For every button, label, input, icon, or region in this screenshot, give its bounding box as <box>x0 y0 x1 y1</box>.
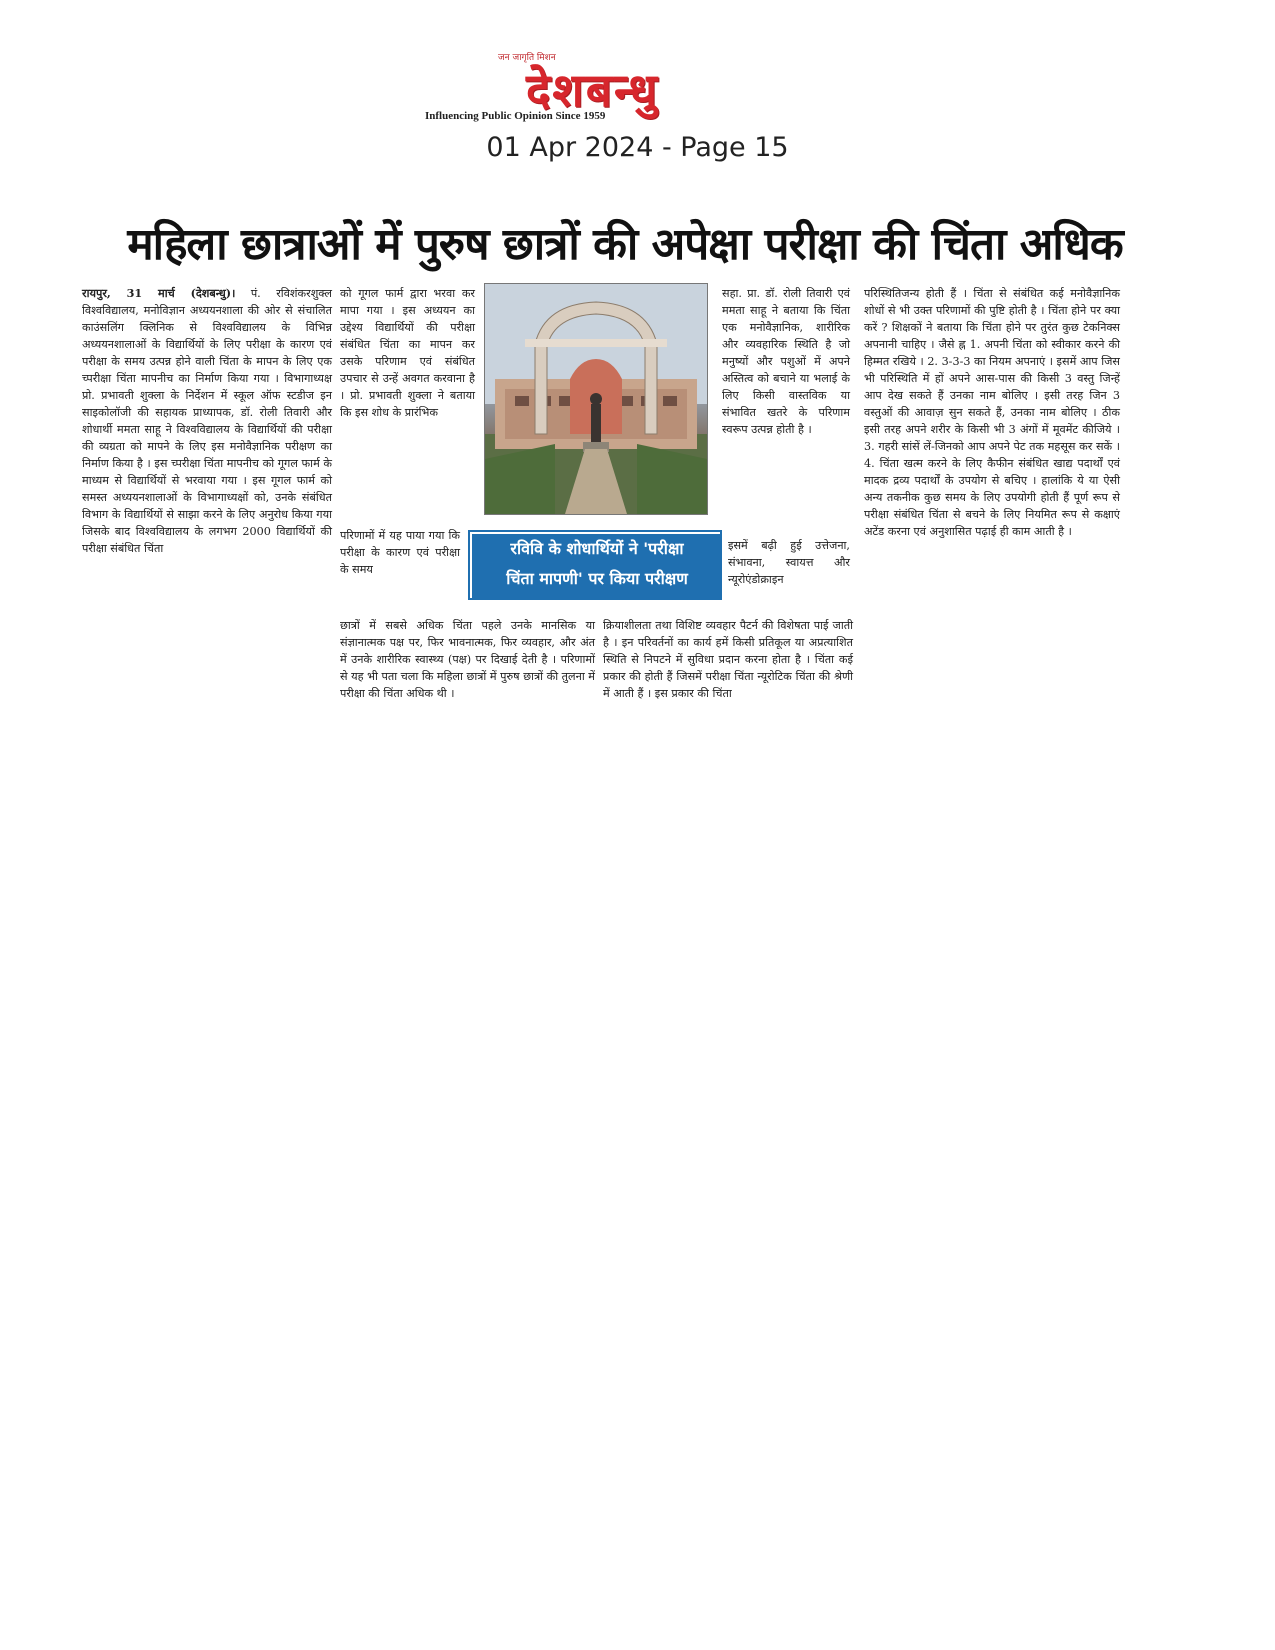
university-building-photo <box>484 283 708 515</box>
article-column-4: परिस्थितिजन्य होती हैं । चिंता से संबंधित कई मनोवैज्ञानिक शोधों से भी उक्त परिणामों की पुष्टि होती है । चिंता होने पर क्या करें ? शिक्षकों ने बताया कि चिंता होने पर तुरंत कुछ टेकनिक्स अपनानी चाहिए । जैसे ह्न 1. अपनी चिंता को स्वीकार करने की हिम्मत रखिये । 2. 3-3-3 का नियम अपनाएं । इसमें आप जिस भी परिस्थिति में हों अपने आस-पास की किसी 3 वस्तु जिन्हें आप देख सकते हैं उनका नाम बोलिए । इसी तरह जिन 3 वस्तुओं की आवाज़ सुन सकते हैं, उनका नाम बोलिए । ठीक इसी तरह अपने शरीर के किसी भी 3 अंगों में मूवमेंट कीजिये । 3. गहरी सांसें लें-जिनको आप अपने पेट तक महसूस कर सकें । 4. चिंता खत्म करने के लिए कैफीन संबंधित खाद्य पदार्थों एवं मादक द्रव्य पदार्थों के उपयोग से बचिए । हालांकि ये या ऐसी अन्य तकनीक कुछ समय के लिए उपयोगी होती हैं पूर्ण रूप से परीक्षा संबंधित चिंता से बचने के लिए नियमित रूप से कक्षाएं अटेंड करना एवं अनुशासित पढ़ाई ही काम आती है । <box>864 287 1120 538</box>
article-column-2b: परिणामों में यह पाया गया कि परीक्षा के कारण एवं परीक्षा के समय <box>340 529 460 576</box>
dateline: रायपुर, 31 मार्च (देशबन्धु)। <box>82 286 236 300</box>
logo-text: देशबन्धु <box>525 63 659 117</box>
article-column-3c: क्रियाशीलता तथा विशिष्ट व्यवहार पैटर्न की विशेषता पाई जाती है । इन परिवर्तनों का कार्य हमें किसी प्रतिकूल या अप्रत्याशित स्थिति से निपटने में सुविधा प्रदान करना होता है । चिंता कई प्रकार की होती हैं जिसमें परीक्षा चिंता न्यूरोटिक चिंता की श्रेणी में आती हैं । इस प्रकार की चिंता <box>603 619 853 700</box>
article-column-3b: इसमें बढ़ी हुई उत्तेजना, संभावना, स्वायत्त और न्यूरोएंडोक्राइन <box>728 539 850 586</box>
masthead <box>420 48 780 122</box>
masthead-tagline: जन जागृति मिशन <box>498 53 556 63</box>
article-headline: महिला छात्राओं में पुरुष छात्रों की अपेक्षा परीक्षा की चिंता अधिक <box>127 219 1123 270</box>
column-1-text: पं. रविशंकरशुक्ल विश्वविद्यालय, मनोविज्ञान अध्ययनशाला की ओर से संचालित काउंसलिंग क्लिनिक से विश्वविद्यालय के विभिन्न अध्ययनशालाओं के विद्यार्थियों के लिए परीक्षा के कारण एवं परीक्षा के समय उत्पन्न होने वाली चिंता के मापन के लिए एक च्परीक्षा चिंता मापनीच का निर्माण किया गया । विभागाध्यक्ष प्रो. प्रभावती शुक्ला के निर्देशन में स्कूल ऑफ स्टडीज इन साइकोलॉजी की सहायक प्राध्यापक, डॉ. रोली तिवारी और शोधार्थी ममता साहू ने विश्वविद्यालय के विद्यार्थियों की परीक्षा की व्यग्रता को मापने के लिए इस मनोवैज्ञानिक परीक्षण का निर्माण किया है । इस च्परीक्षा चिंता मापनीच को गूगल फार्म के माध्यम से विद्यार्थियों से भरवाया गया । इस गूगल फार्म को समस्त अध्ययनशालाओं के विभागाध्यक्षों को, उनके संबंधित विभाग के विद्यार्थियों से साझा करने के लिए अनुरोध किया गया जिसके बाद विश्वविद्यालय के लगभग 2000 विद्यार्थियों की परीक्षा संबंधित चिंता <box>82 287 332 555</box>
article-column-3: सहा. प्रा. डॉ. रोली तिवारी एवं ममता साहू ने बताया कि चिंता एक मनोवैज्ञानिक, शारीरिक और व्यवहारिक स्थिति है जो मनुष्यों और पशुओं में अपने अस्तित्व को बचाने या भलाई के लिए किसी वास्तविक या संभावित खतरे के परिणाम स्वरूप उत्पन्न होती है । <box>722 287 850 436</box>
highlight-line-2: चिंता मापणी' पर किया परीक्षण <box>506 569 688 588</box>
article-column-1 <box>82 285 332 557</box>
highlight-box-text <box>472 534 722 598</box>
building-illustration-icon <box>485 284 707 514</box>
date-page-line: 01 Apr 2024 - Page 15 <box>486 132 789 163</box>
highlight-line-1: रविवि के शोधार्थियों ने 'परीक्षा <box>510 539 684 558</box>
article-column-2c: छात्रों में सबसे अधिक चिंता पहले उनके मानसिक या संज्ञानात्मक पक्ष पर, फिर भावनात्मक, फिर व्यवहार, और अंत में उनके शारीरिक स्वास्थ्य (पक्ष) पर दिखाई देती है । परिणामों से यह भी पता चला कि महिला छात्रों में पुरुष छात्रों की तुलना में परीक्षा की चिंता अधिक थी । <box>340 619 595 700</box>
masthead-subtitle: Influencing Public Opinion Since 1959 <box>425 110 606 122</box>
article-column-2: को गूगल फार्म द्वारा भरवा कर मापा गया । इस अध्ययन का उद्देश्य विद्यार्थियों की परीक्षा संबंधित चिंता का मापन कर उसके परिणाम एवं संबंधित उपचार से उन्हें अवगत करवाना है । प्रो. प्रभावती शुक्ला ने बताया कि इस शोध के प्रारंभिक <box>340 287 475 419</box>
